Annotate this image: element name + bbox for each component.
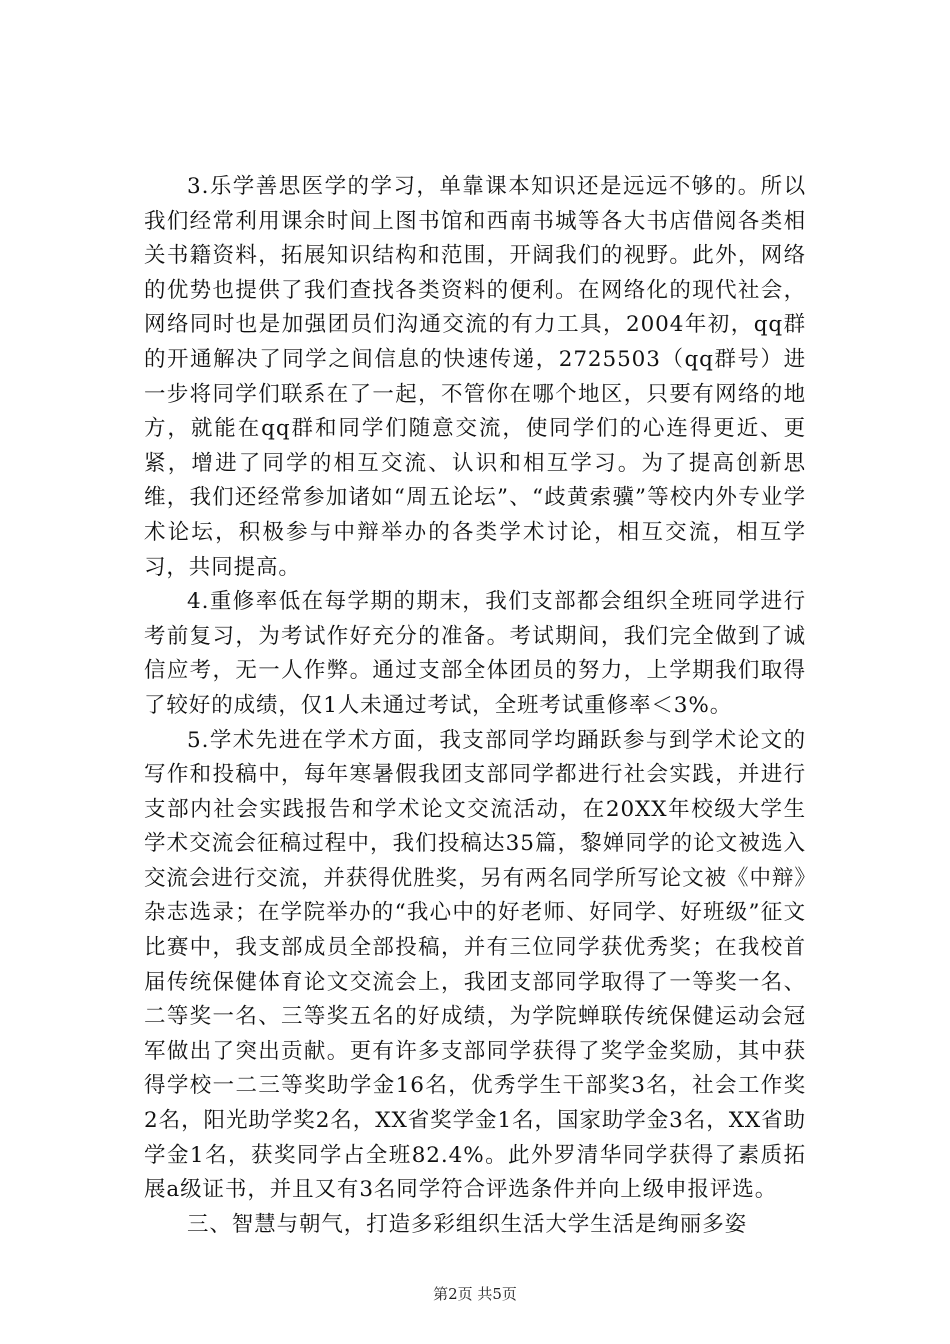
page-number: 第2页: [433, 1285, 473, 1303]
paragraph-section-4: 4.重修率低在每学期的期末，我们支部都会组织全班同学进行考前复习，为考试作好充分的准备。考试期间，我们完全做到了诚信应考，无一人作弊。通过支部全体团员的努力，上学期我们取得了较好的成绩，仅1人未通过考试，全班考试重修率＜3%。: [144, 589, 806, 718]
paragraph-section-3: 3.乐学善思医学的学习，单靠课本知识还是远远不够的。所以我们经常利用课余时间上图书馆和西南书城等各大书店借阅各类相关书籍资料，拓展知识结构和范围，开阔我们的视野。此外，网络的优势也提供了我们查找各类资料的便利。在网络化的现代社会，网络同时也是加强团员们沟通交流的有力工具，2004年初，qq群的开通解决了同学之间信息的快速传递，2725503（qq群号）进一步将同学们联系在了一起，不管你在哪个地区，只要有网络的地方，就能在qq群和同学们随意交流，使同学们的心连得更近、更紧，增进了同学的相互交流、认识和相互学习。为了提高创新思维，我们还经常参加诸如“周五论坛”、“歧黄索骥”等校内外专业学术论坛，积极参与中辩举办的各类学术讨论，相互交流，相互学习，共同提高。: [144, 174, 806, 580]
document-body: [144, 170, 806, 1242]
paragraph-section-5: 5.学术先进在学术方面，我支部同学均踊跃参与到学术论文的写作和投稿中，每年寒暑假我团支部同学都进行社会实践，并进行支部内社会实践报告和学术论文交流活动，在20XX年校级大学生学术交流会征稿过程中，我们投稿达35篇，黎婵同学的论文被选入交流会进行交流，并获得优胜奖，另有两名同学所写论文被《中辩》杂志选录；在学院举办的“我心中的好老师、好同学、好班级”征文比赛中，我支部成员全部投稿，并有三位同学获优秀奖；在我校首届传统保健体育论文交流会上，我团支部同学取得了一等奖一名、二等奖一名、三等奖五名的好成绩，为学院蝉联传统保健运动会冠军做出了突出贡献。更有许多支部同学获得了奖学金奖励，其中获得学校一二三等奖助学金16名，优秀学生干部奖3名，社会工作奖2名，阳光助学奖2名，XX省奖学金1名，国家助学金3名，XX省助学金1名，获奖同学占全班82.4%。此外罗清华同学获得了素质拓展a级证书，并且又有3名同学符合评选条件并向上级申报评选。: [144, 727, 806, 1203]
paragraph-heading-three: 三、智慧与朝气，打造多彩组织生活大学生活是绚丽多姿: [187, 1211, 748, 1237]
page-footer: [0, 1284, 950, 1304]
page-total: 共5页: [477, 1285, 517, 1303]
